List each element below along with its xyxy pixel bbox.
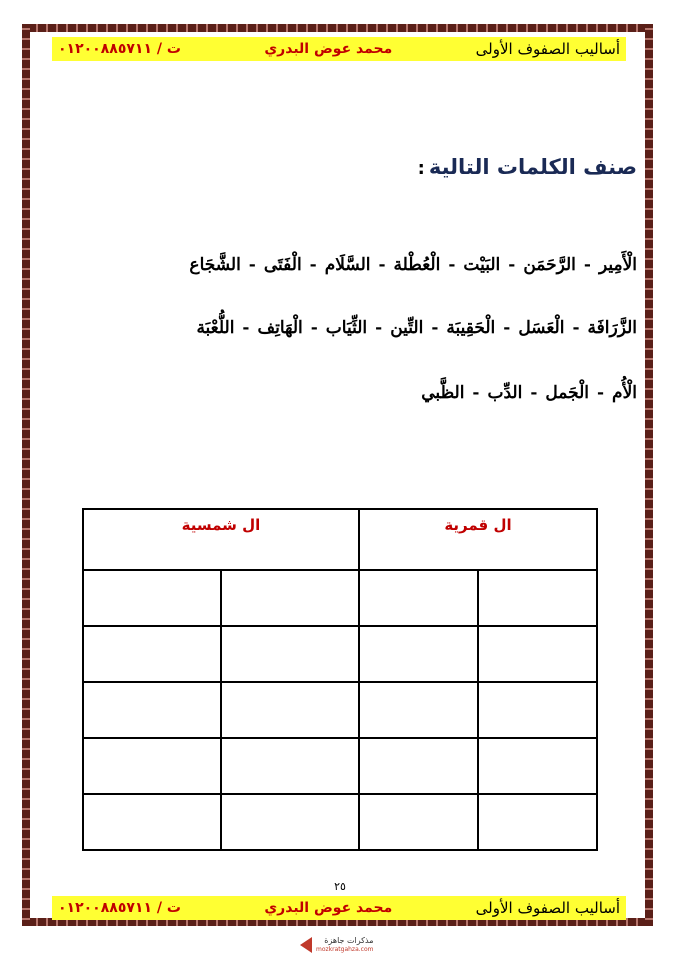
header-banner — [52, 37, 626, 61]
answer-cell[interactable] — [478, 570, 597, 626]
table-row — [83, 794, 597, 850]
word-item: الزَّرَافَة — [587, 318, 637, 338]
answer-cell[interactable] — [359, 794, 478, 850]
table-row — [83, 626, 597, 682]
answer-cell[interactable] — [83, 794, 221, 850]
word-separator: - — [375, 318, 383, 338]
decorative-border-right — [645, 24, 653, 926]
word-separator: - — [503, 318, 511, 338]
answer-cell[interactable] — [478, 794, 597, 850]
footer-series: أساليب الصفوف الأولى — [475, 899, 620, 917]
word-item: الظَّبي — [421, 383, 465, 403]
word-separator: - — [596, 383, 605, 403]
word-separator: - — [248, 255, 256, 275]
table-header-row — [83, 509, 597, 570]
word-separator: - — [583, 255, 591, 275]
answer-cell[interactable] — [221, 570, 359, 626]
footer-banner — [52, 896, 626, 920]
word-separator: - — [508, 255, 516, 275]
header-moon-letters: ال قمرية — [359, 509, 597, 570]
answer-cell[interactable] — [359, 682, 478, 738]
word-item: الرَّحَمَن — [523, 255, 576, 275]
table-row — [83, 682, 597, 738]
word-item: الْأُم — [612, 383, 637, 403]
word-item: التِّين — [390, 318, 424, 338]
answer-cell[interactable] — [359, 570, 478, 626]
header-author: محمد عوض البدري — [264, 41, 393, 57]
answer-cell[interactable] — [478, 738, 597, 794]
word-item: الدِّب — [487, 383, 523, 403]
word-separator: - — [378, 255, 386, 275]
word-item: البَيْت — [463, 255, 501, 275]
site-logo — [300, 936, 373, 954]
word-item: الشَّجَاع — [189, 255, 241, 275]
word-item: الْفَتَى — [263, 255, 302, 275]
word-separator: - — [309, 255, 317, 275]
word-item: الْأَمِير — [598, 255, 637, 275]
table-row — [83, 570, 597, 626]
word-line-3 — [37, 383, 637, 403]
answer-cell[interactable] — [83, 626, 221, 682]
footer-author: محمد عوض البدري — [264, 900, 393, 916]
word-item: الْهَاتِف — [257, 318, 303, 338]
word-item: الْعَسَل — [518, 318, 565, 338]
answer-cell[interactable] — [221, 682, 359, 738]
word-item: اللُّعْبَة — [196, 318, 235, 338]
exercise-title — [418, 155, 637, 179]
word-item: الْحَقِيبَة — [446, 318, 496, 338]
answer-cell[interactable] — [221, 794, 359, 850]
word-separator: - — [242, 318, 250, 338]
answer-cell[interactable] — [83, 738, 221, 794]
answer-cell[interactable] — [359, 738, 478, 794]
word-separator: - — [431, 318, 439, 338]
page-number: ٢٥ — [334, 880, 346, 893]
word-line-2 — [37, 318, 637, 338]
logo-url-text: mozkratgahza.com — [316, 946, 374, 953]
sorting-table — [82, 508, 598, 851]
word-separator: - — [448, 255, 456, 275]
answer-cell[interactable] — [478, 682, 597, 738]
answer-cell[interactable] — [359, 626, 478, 682]
answer-cell[interactable] — [221, 738, 359, 794]
word-item: الْعُطْلة — [393, 255, 441, 275]
word-item: الْجَمل — [545, 383, 589, 403]
header-sun-letters: ال شمسية — [83, 509, 359, 570]
footer-phone: ت / ٠١٢٠٠٨٨٥٧١١ — [58, 900, 181, 916]
table-row — [83, 738, 597, 794]
logo-arrow-icon — [300, 937, 312, 953]
answer-cell[interactable] — [221, 626, 359, 682]
answer-cell[interactable] — [478, 626, 597, 682]
word-separator: - — [310, 318, 318, 338]
word-separator: - — [530, 383, 538, 403]
word-separator: - — [472, 383, 480, 403]
header-phone: ت / ٠١٢٠٠٨٨٥٧١١ — [58, 41, 181, 57]
header-series: أساليب الصفوف الأولى — [475, 40, 620, 58]
decorative-border-top — [22, 24, 653, 32]
logo-arabic-text: مذكرات جاهزة — [324, 936, 374, 945]
exercise-title-text: صنف الكلمات التالية — [428, 155, 637, 179]
word-item: السَّلَام — [324, 255, 371, 275]
word-separator: - — [572, 318, 580, 338]
answer-cell[interactable] — [83, 682, 221, 738]
word-item: الثِّيَاب — [325, 318, 368, 338]
word-line-1 — [37, 255, 637, 275]
answer-cell[interactable] — [83, 570, 221, 626]
decorative-border-left — [22, 24, 30, 926]
exercise-title-colon: : — [417, 158, 425, 179]
